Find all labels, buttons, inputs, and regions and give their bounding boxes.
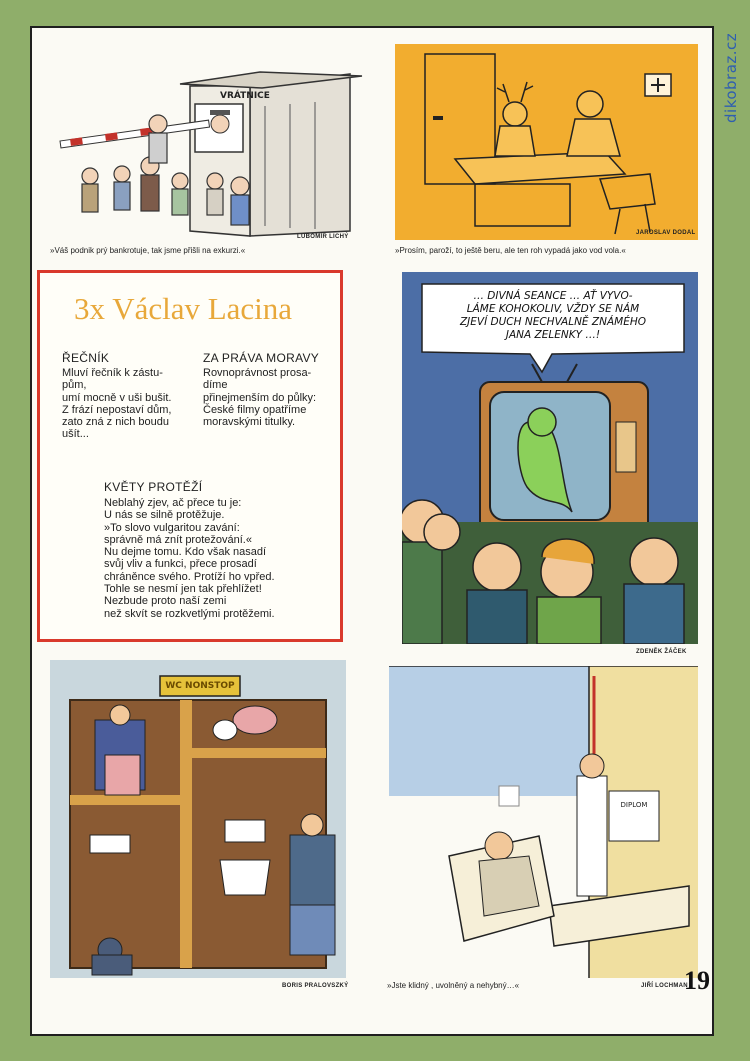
site-watermark: dikobraz.cz [722,32,740,124]
wc-illustration [50,660,346,978]
cartoon-psych [389,666,698,978]
poem-kvety-heading: KVĚTY PROTĚŽÍ [104,480,203,494]
wc-sign: WC NONSTOP [165,681,235,691]
page-number: 19 [684,966,710,995]
doctor-author: JAROSLAV DODAL [636,230,696,236]
wc-author: BORIS PRALOVSZKÝ [282,983,349,989]
doctor-caption: »Prosím, paroží, to ještě beru, ale ten roh vypadá jako vod vola.« [395,246,626,255]
gate-caption: »Váš podnik prý bankrotuje, tak jsme přišli na exkurzi.« [50,246,246,255]
poem-kvety-text: Neblahý zjev, ač přece tu je: U nás se silně protěžuje. »To slovo vulgaritou zavání: správně má znít protežování.« Nu dejme tomu. Kdo však nasadí svůj vliv a funkci, přece prosadí chráněnce svého. Protíží ho vpřed. Tohle se nesmí jen tak přehlížet! Nezbude proto naší zemi než skvít se rozkvetlými protěžemi. [104,497,275,620]
magazine-page [30,26,714,1036]
doctor-illustration [395,44,698,240]
poem-recnik-text: Mluví řečník k zástu- pům, umí mocně v uši bušit. Z frází nepostaví dům, zato zná z nich boudu ušít... [62,367,172,441]
gate-author: LUBOMÍR LICHÝ [297,234,349,240]
poem-title: 3x Václav Lacina [74,291,293,326]
diplom-sign: DIPLOM [620,801,648,809]
cartoon-wc [50,660,346,978]
poem-morava-text: Rovnoprávnost prosa- díme přinejmenším do půlky: České filmy opatříme moravskými titulky. [203,367,317,429]
gate-sign: VRÁTNICE [220,91,270,101]
cartoon-tv [402,272,698,644]
cartoon-doctor [395,44,698,240]
tv-speech-bubble: … DIVNÁ SEANCE … AŤ VYVO- LÁME KOHOKOLIV, VŽDY SE NÁM ZJEVÍ DUCH NECHVALNĚ ZNÁMÉHO JANA ZELENKY …! [459,290,646,341]
cartoon-gate [50,46,368,246]
psych-illustration [389,666,698,978]
poem-box [37,270,343,642]
gate-illustration [50,46,368,246]
psych-author: JIŘÍ LOCHMAN [641,983,688,989]
poem-recnik-heading: ŘEČNÍK [62,351,110,365]
tv-author: ZDENĚK ŽÁČEK [636,649,687,655]
poem-morava-heading: ZA PRÁVA MORAVY [203,351,320,365]
psych-caption: »Jste klidný , uvolněný a nehybný…« [387,981,520,990]
